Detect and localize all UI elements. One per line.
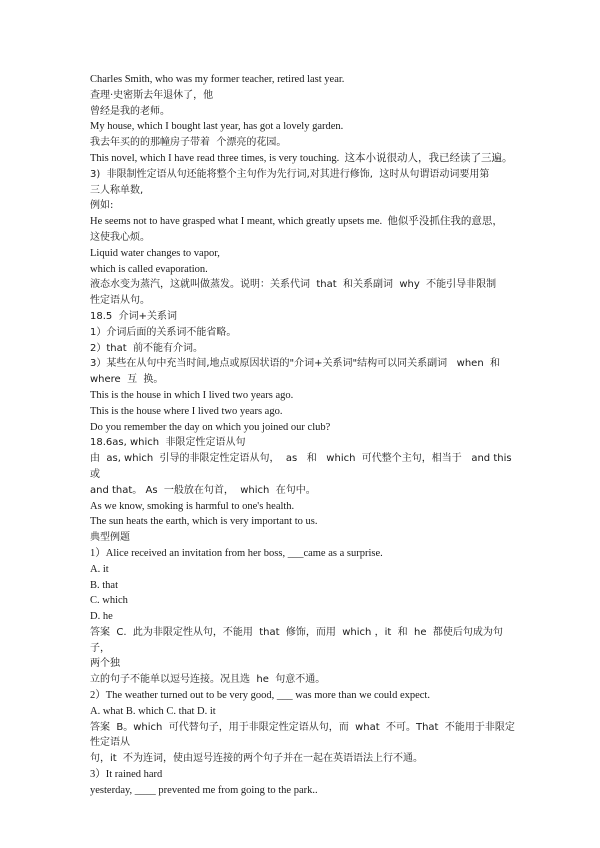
text-line: 两个独 <box>90 658 120 670</box>
text-line: Liquid water changes to vapor, <box>90 247 220 259</box>
text-line: 液态水变为蒸汽，这就叫做蒸发。说明：关系代词 that 和关系副词 why 不能引导非限制 <box>90 279 497 291</box>
text-line: A. it <box>90 563 109 575</box>
text-line: Do you remember the day on which you joined our club? <box>90 421 331 433</box>
text-line: This novel, which I have read three times, is very touching. 这本小说很动人，我已经读了三遍。 <box>90 152 513 164</box>
text-line: 3) 非限制性定语从句还能将整个主句作为先行词,对其进行修饰, 这时从句谓语动词要用第 <box>90 168 490 180</box>
text-line: 1）Alice received an invitation from her boss, ___came as a surprise. <box>90 547 383 559</box>
text-line: 这使我心烦。 <box>90 231 150 243</box>
text-line: and that。 As 一般放在句首， which 在句中。 <box>90 484 316 496</box>
text-line: Charles Smith, who was my former teacher, retired last year. <box>90 74 345 85</box>
text-line: 答案 C. 此为非限定性从句，不能用 that 修饰，而用 which ，it 和 he 都使后句成为句子， <box>90 626 503 654</box>
text-line: 我去年买的的那幢房子带着 个漂亮的花园。 <box>90 137 287 149</box>
text-line: He seems not to have grasped what I meant, which greatly upsets me. 他似乎没抓住我的意思， <box>90 216 503 228</box>
text-line: 1）介词后面的关系词不能省略。 <box>90 326 237 338</box>
text-line: B. that <box>90 579 118 591</box>
text-line: 3）It rained hard <box>90 769 163 781</box>
text-line: This is the house in which I lived two years ago. <box>90 389 294 401</box>
text-line: which is called evaporation. <box>90 263 208 275</box>
text-line: yesterday, ____ prevented me from going to the park.. <box>90 784 318 796</box>
text-line: A. what B. which C. that D. it <box>90 705 216 717</box>
text-line: C. which <box>90 595 128 607</box>
text-line: 曾经是我的老师。 <box>90 105 170 117</box>
text-line: 查理·史密斯去年退休了，他 <box>90 89 214 101</box>
text-line: My house, which I bought last year, has got a lovely garden. <box>90 121 344 133</box>
text-line: 典型例题 <box>90 532 130 544</box>
text-line: 三人称单数, <box>90 184 144 196</box>
text-line: The sun heats the earth, which is very important to us. <box>90 516 318 528</box>
text-line: 2）that 前不能有介词。 <box>90 342 204 354</box>
text-line: D. he <box>90 611 113 623</box>
text-line: 性定语从句。 <box>90 295 150 307</box>
text-line: where 互 换。 <box>90 374 164 386</box>
text-line: 2）The weather turned out to be very good, ___ was more than we could expect. <box>90 690 430 702</box>
text-line: This is the house where I lived two years ago. <box>90 405 283 417</box>
text-line: 3）某些在从句中充当时间,地点或原因状语的"介词+关系词"结构可以同关系副词 when 和 <box>90 358 501 370</box>
text-line: 性定语从 <box>90 737 130 749</box>
text-line: 立的句子不能单以逗号连接。况且选 he 句意不通。 <box>90 674 326 686</box>
text-line: 由 as, which 引导的非限定性定语从句， as 和 which 可代整个主句，相当于 and this 或 <box>90 453 518 480</box>
text-line: 答案 B。which 可代替句子，用于非限定性定语从句，而 what 不可。That 不能用于非限定 <box>90 721 515 733</box>
text-line: As we know, smoking is harmful to one's health. <box>90 500 295 512</box>
text-line: 句，it 不为连词，使由逗号连接的两个句子并在一起在英语语法上行不通。 <box>90 753 424 765</box>
text-line: 例如: <box>90 200 114 212</box>
text-line: 18.6as, which 非限定性定语从句 <box>90 437 246 449</box>
document-body <box>90 72 520 799</box>
text-line: 18.5 介词+关系词 <box>90 310 178 322</box>
